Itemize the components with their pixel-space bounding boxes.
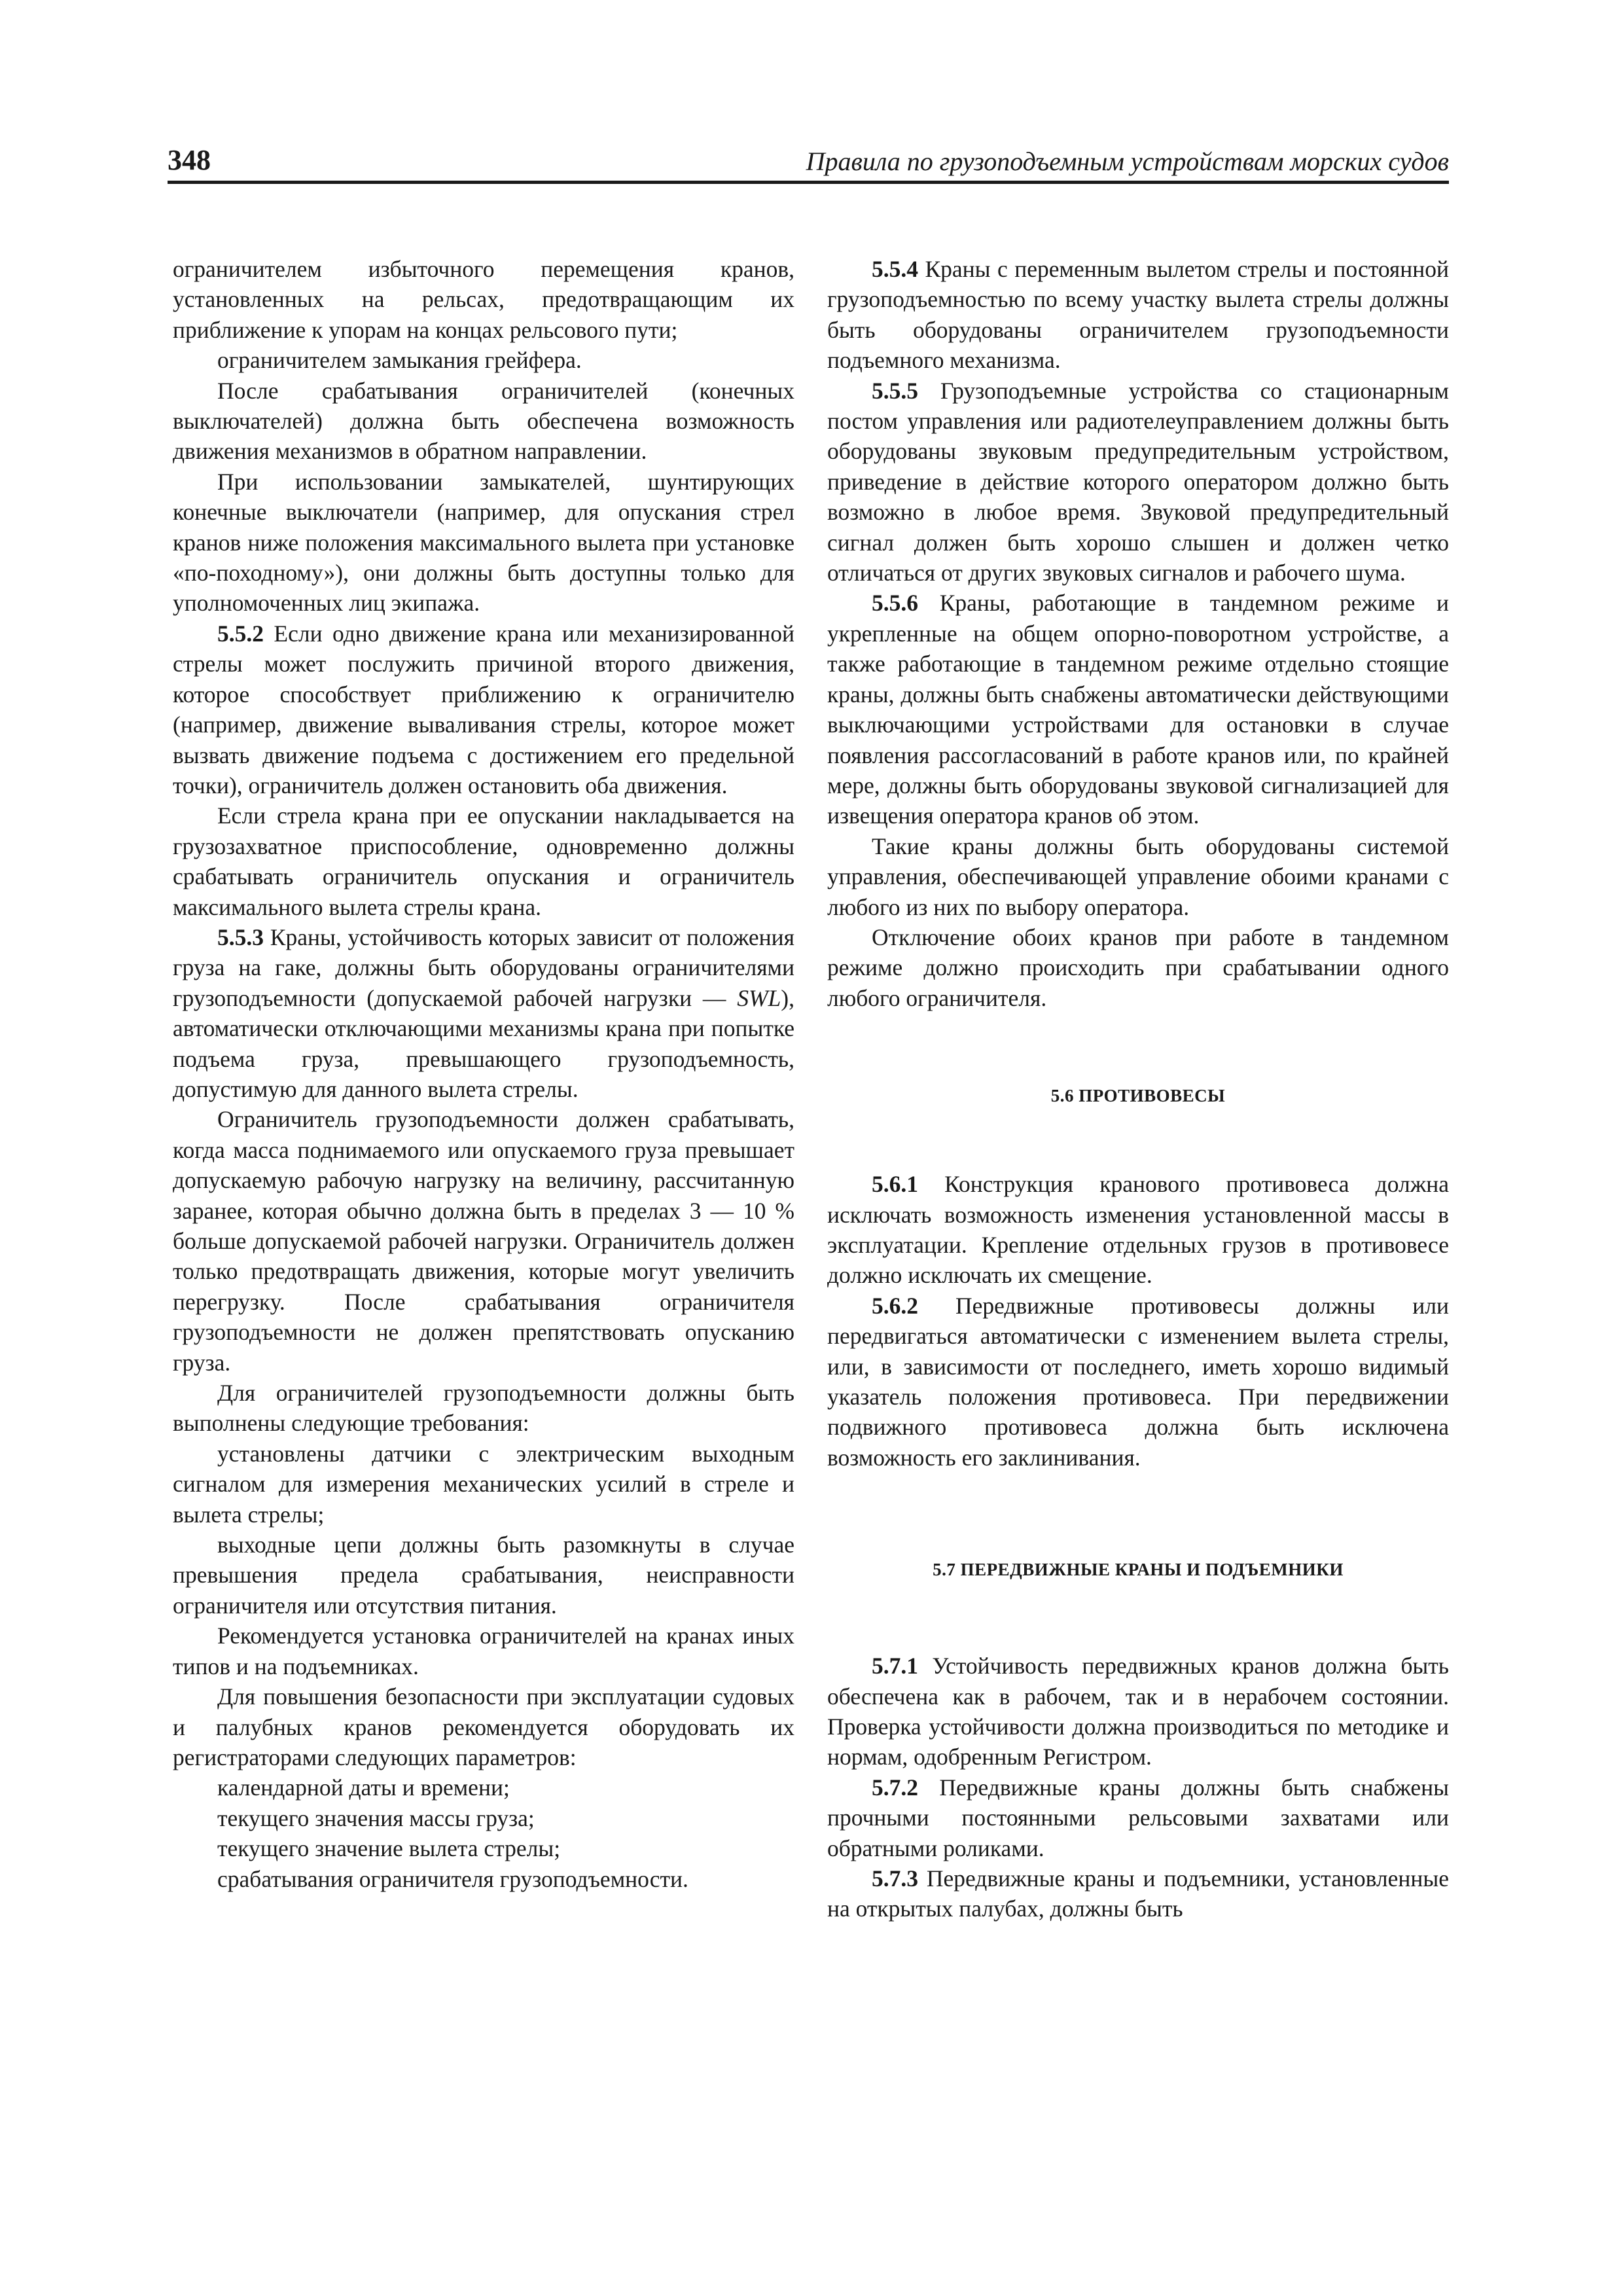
clause-text: Устойчивость передвижных кранов должна быть обеспечена как в рабочем, так и в нерабочем состоянии. Проверка устойчивости должна производиться по методике и нормам, одобренным Регистром. bbox=[827, 1653, 1449, 1770]
paragraph: Для повышения безопасности при эксплуатации судовых и палубных кранов рекомендуется оборудовать их регистраторами следующих параметров: bbox=[173, 1683, 794, 1770]
clause-text: Конструкция кранового противовеса должна исключать возможность изменения установленной массы в эксплуатации. Крепление отдельных грузов в противовесе должно исключать их смещение. bbox=[827, 1171, 1449, 1289]
clause-5-6-1 bbox=[827, 1169, 1449, 1291]
clause-5-7-1 bbox=[827, 1651, 1449, 1772]
clause-number: 5.5.4 bbox=[872, 256, 918, 282]
clause-text: Если одно движение крана или механизированной стрелы может послужить причиной второго движения, которое способствует приближению к ограничителю (например, движение вываливания стрелы, которое может вызвать движение подъема с достижением его предельной точки), ограничитель должен остановить оба движения. bbox=[173, 620, 794, 798]
paragraph: Отключение обоих кранов при работе в тандемном режиме должно происходить при срабатывании одного любого ограничителя. bbox=[827, 924, 1449, 1011]
clause-5-7-3 bbox=[827, 1863, 1449, 1924]
paragraph: После срабатывания ограничителей (конечных выключателей) должна быть обеспечена возможность движения механизмов в обратном направлении. bbox=[173, 377, 794, 465]
clause-5-5-6 bbox=[827, 588, 1449, 831]
clause-text: Краны, устойчивость которых зависит от положения груза на гаке, должны быть оборудованы ограничителями грузоподъемности (допускаемой рабочей нагрузки — bbox=[173, 924, 794, 1011]
clause-number: 5.7.3 bbox=[872, 1865, 918, 1892]
clause-number: 5.6.2 bbox=[872, 1292, 918, 1319]
clause-text: Передвижные краны должны быть снабжены прочными постоянными рельсовыми захватами или обратными роликами. bbox=[827, 1774, 1449, 1861]
paragraph: При использовании замыкателей, шунтирующих конечные выключатели (например, для опускания стрел кранов ниже положения максимального вылета при установке «по-походному»), они должны быть доступны только для уполномоченных лиц экипажа. bbox=[173, 468, 794, 617]
clause-text: ), автоматически отключающими механизмы крана при попытке подъема груза, превышающего грузоподъемность, допустимую для данного вылета стрелы. bbox=[173, 984, 794, 1102]
clause-number: 5.7.1 bbox=[872, 1653, 918, 1679]
clause-5-5-3 bbox=[173, 922, 794, 1104]
clause-5-5-4 bbox=[827, 254, 1449, 376]
clause-text: Передвижные противовесы должны или передвигаться автоматически с изменением вылета стрелы, или, в зависимости от последнего, иметь хорошо видимый указатель положения противовеса. При передвижении подвижного противовеса должна быть исключена возможность его заклинивания. bbox=[827, 1292, 1449, 1471]
page-number: 348 bbox=[168, 144, 211, 176]
clause-number: 5.5.2 bbox=[217, 620, 264, 647]
list-item: выходные цепи должны быть разомкнуты в случае превышения предела срабатывания, неисправности ограничителя или отсутствия питания. bbox=[173, 1532, 794, 1619]
swl-abbreviation: SWL bbox=[737, 984, 781, 1011]
clause-text: Грузоподъемные устройства со стационарным постом управления или радиотелеуправлением должны быть оборудованы звуковым предупредительным устройством, приведение в действие которого оператором должно быть возможно в любое время. Звуковой предупредительный сигнал должен быть хорошо слышен и должен четко отличаться от других звуковых сигналов и рабочего шума. bbox=[827, 377, 1449, 586]
paragraph: Ограничитель грузоподъемности должен срабатывать, когда масса поднимаемого или опускаемого груза превышает допускаемую рабочую нагрузку на величину, рассчитанную заранее, которая обычно должна быть в пределах 3 — 10 % больше допускаемой рабочей нагрузки. Ограничитель должен только предотвращать движения, которые могут увеличить перегрузку. После срабатывания ограничителя грузоподъемности не должен препятствовать опусканию груза. bbox=[173, 1106, 794, 1376]
list-item: текущего значения массы груза; bbox=[217, 1804, 535, 1831]
running-title: Правила по грузоподъемным устройствам морских судов bbox=[806, 147, 1449, 176]
list-item: текущего значение вылета стрелы; bbox=[217, 1835, 561, 1862]
clause-number: 5.6.1 bbox=[872, 1171, 918, 1198]
right-column bbox=[827, 254, 1449, 1924]
clause-5-7-2 bbox=[827, 1772, 1449, 1863]
list-item: установлены датчики с электрическим выходным сигналом для измерения механических усилий в стреле и вылета стрелы; bbox=[173, 1440, 794, 1528]
paragraph: ограничителем избыточного перемещения кранов, установленных на рельсах, предотвращающим их приближение к упорам на концах рельсового пути; bbox=[173, 256, 794, 343]
paragraph: Для ограничителей грузоподъемности должны быть выполнены следующие требования: bbox=[173, 1380, 794, 1437]
clause-5-5-2 bbox=[173, 619, 794, 800]
list-item: календарной даты и времени; bbox=[217, 1774, 510, 1801]
clause-number: 5.7.2 bbox=[872, 1774, 918, 1801]
paragraph: ограничителем замыкания грейфера. bbox=[217, 347, 582, 374]
clause-5-6-2 bbox=[827, 1291, 1449, 1473]
paragraph: Такие краны должны быть оборудованы системой управления, обеспечивающей управление обоими кранами с любого из них по выбору оператора. bbox=[827, 833, 1449, 920]
clause-number: 5.5.6 bbox=[872, 590, 918, 617]
clause-5-5-5 bbox=[827, 376, 1449, 588]
clause-number: 5.5.5 bbox=[872, 377, 918, 404]
clause-text: Краны, работающие в тандемном режиме и укрепленные на общем опорно-поворотном устройстве, а также работающие в тандемном режиме отдельно стоящие краны, должны быть снабжены автоматически действующими выключающими устройствами для остановки в случае появления рассогласований в работе кранов или, по крайней мере, должны быть оборудованы звуковой сигнализацией для извещения оператора кранов об этом. bbox=[827, 590, 1449, 829]
paragraph: Рекомендуется установка ограничителей на кранах иных типов и на подъемниках. bbox=[173, 1623, 794, 1679]
section-title-5-7: 5.7 ПЕРЕДВИЖНЫЕ КРАНЫ И ПОДЪЕМНИКИ bbox=[933, 1560, 1344, 1580]
section-title-5-6: 5.6 ПРОТИВОВЕСЫ bbox=[1050, 1086, 1226, 1106]
clause-text: Краны с переменным вылетом стрелы и постоянной грузоподъемностью по всему участку вылета стрелы должны быть оборудованы ограничителем грузоподъемности подъемного механизма. bbox=[827, 256, 1449, 374]
list-item: срабатывания ограничителя грузоподъемности. bbox=[217, 1865, 688, 1892]
clause-text: Передвижные краны и подъемники, установленные на открытых палубах, должны быть bbox=[827, 1865, 1449, 1922]
clause-number: 5.5.3 bbox=[217, 924, 264, 950]
paragraph: Если стрела крана при ее опускании накладывается на грузозахватное приспособление, одновременно должны срабатывать ограничитель опускания и ограничитель максимального вылета стрелы крана. bbox=[173, 802, 794, 920]
page-header bbox=[168, 143, 1449, 184]
left-column bbox=[173, 254, 794, 1894]
